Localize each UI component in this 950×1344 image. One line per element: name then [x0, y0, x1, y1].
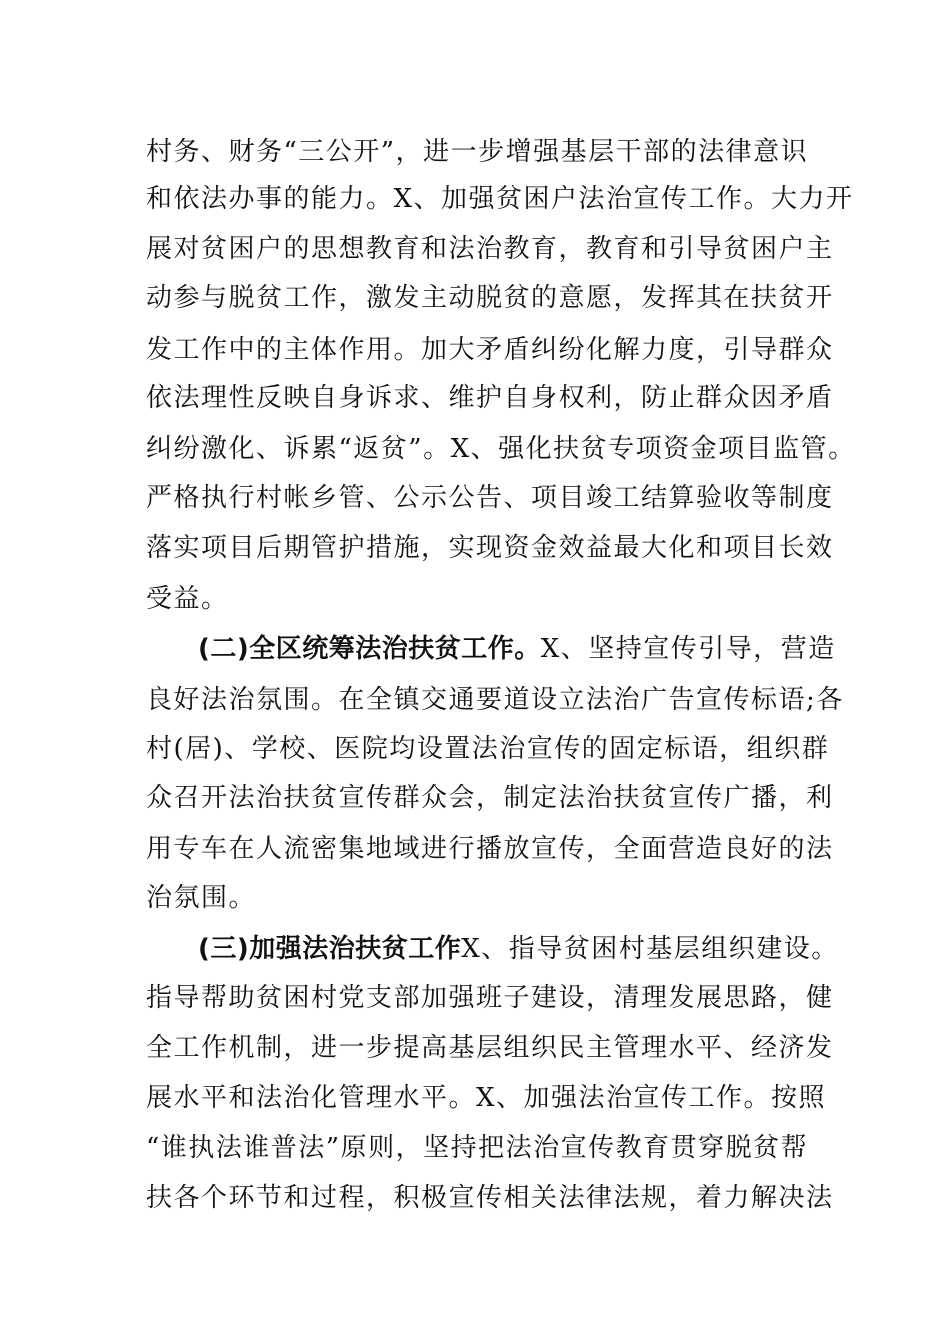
text-line: 全工作机制，进一步提高基层组织民主管理水平、经济发 [146, 1033, 834, 1063]
text-line: 指导帮助贫困村党支部加强班子建设，清理发展思路，健 [146, 983, 834, 1013]
text-line: 展对贫困户的思想教育和法治教育，教育和引导贫困户主 [146, 234, 834, 264]
text-line: 良好法治氛围。在全镇交通要道设立法治广告宣传标语;各 [146, 685, 844, 715]
text-line: 村务、财务“三公开”，进一步增强基层干部的法律意识 [146, 137, 809, 167]
section-3-first-line-text: X、指导贫困村基层组织建设。 [461, 934, 839, 964]
section-2-heading: (二)全区统筹法治扶贫工作。 [198, 634, 541, 664]
section-3-heading: (三)加强法治扶贫工作 [198, 934, 462, 964]
text-line: 依法理性反映自身诉求、维护自身权利，防止群众因矛盾 [146, 383, 834, 413]
text-line: 扶各个环节和过程，积极宣传相关法律法规，着力解决法 [146, 1183, 834, 1213]
text-line: 发工作中的主体作用。加大矛盾纠纷化解力度，引导群众 [146, 335, 834, 365]
text-line: 众召开法治扶贫宣传群众会，制定法治扶贫宣传广播，利 [146, 783, 834, 813]
text-line: 受益。 [146, 584, 229, 614]
text-line: 展水平和法治化管理水平。X、加强法治宣传工作。按照 [146, 1083, 827, 1113]
section-2-first-line [198, 625, 898, 673]
text-line: 落实项目后期管护措施，实现资金效益最大化和项目长效 [146, 533, 834, 563]
text-line: 治氛围。 [146, 883, 257, 913]
text-line: 严格执行村帐乡管、公示公告、项目竣工结算验收等制度 [146, 483, 834, 513]
section-2-first-line-text: X、坚持宣传引导，营造 [540, 634, 836, 664]
text-line: 和依法办事的能力。X、加强贫困户法治宣传工作。大力开 [146, 184, 854, 214]
text-line: 纠纷激化、诉累“返贫”。X、强化扶贫专项资金项目监管。 [146, 434, 856, 464]
text-line: 村(居)、学校、医院均设置法治宣传的固定标语，组织群 [146, 734, 830, 764]
text-line: “谁执法谁普法”原则，坚持把法治宣传教育贯穿脱贫帮 [146, 1133, 809, 1163]
text-line: 动参与脱贫工作，激发主动脱贫的意愿，发挥其在扶贫开 [146, 283, 834, 313]
text-line: 用专车在人流密集地域进行播放宣传，全面营造良好的法 [146, 834, 834, 864]
section-3-first-line [198, 925, 898, 973]
